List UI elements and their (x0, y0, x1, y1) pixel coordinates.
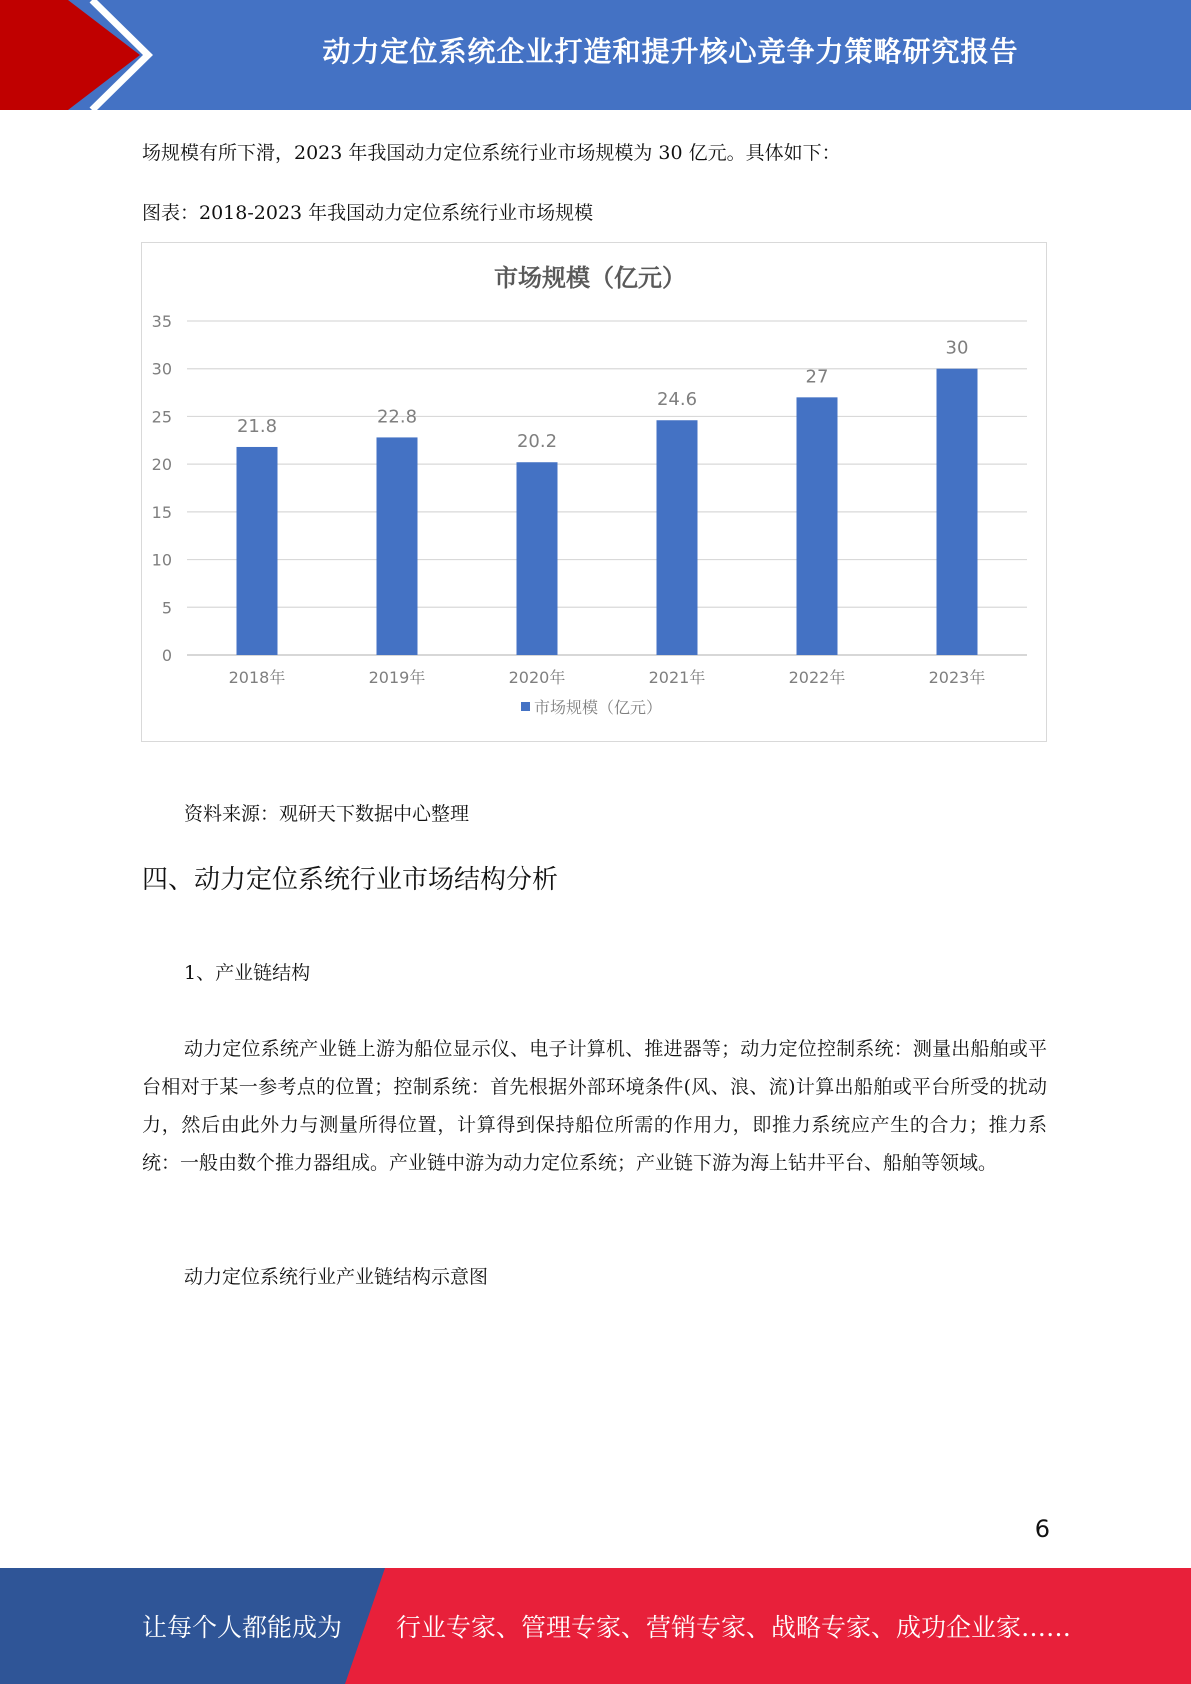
bar (517, 462, 558, 655)
chart-title: 市场规模（亿元） (494, 264, 686, 292)
intro-line: 场规模有所下滑，2023 年我国动力定位系统行业市场规模为 30 亿元。具体如下： (142, 142, 841, 164)
bar-chart-svg (142, 243, 1048, 743)
x-tick-label: 2021年 (648, 668, 706, 687)
y-tick-label: 5 (161, 598, 172, 618)
footer-slogan-left: 让每个人都能成为 (142, 1613, 343, 1642)
data-label: 24.6 (656, 389, 698, 411)
x-tick-label: 2022年 (788, 668, 846, 687)
y-tick-label: 25 (151, 407, 172, 427)
bar (657, 420, 698, 655)
page-number: 6 (1034, 1515, 1050, 1543)
industry-chain-paragraph: 动力定位系统产业链上游为船位显示仪、电子计算机、推进器等；动力定位控制系统：测量出船舶或平台相对于某一参考点的位置；控制系统：首先根据外部环境条件(风、浪、流)计算出船舶或平台所受的扰动力，然后由此外力与测量所得位置，计算得到保持船位所需的作用力，即推力系统应产生的合力；推力系统：一般由数个推力器组成。产业链中游为动力定位系统；产业链下游为海上钻井平台、船舶等领域。 (142, 1038, 1047, 1174)
sub-heading: 1、产业链结构 (184, 962, 311, 984)
bar (797, 397, 838, 655)
x-tick-label: 2023年 (928, 668, 986, 687)
y-tick-label: 15 (151, 502, 172, 522)
market-size-chart (141, 242, 1047, 742)
header-arrow-decoration (0, 0, 160, 110)
section-heading: 四、动力定位系统行业市场结构分析 (142, 865, 559, 895)
x-tick-label: 2018年 (228, 668, 286, 687)
x-tick-label: 2020年 (508, 668, 566, 687)
y-tick-label: 20 (151, 455, 172, 475)
bar (937, 369, 978, 655)
x-tick-label: 2019年 (368, 668, 426, 687)
chart-legend (521, 698, 662, 717)
legend-label: 市场规模（亿元） (534, 698, 663, 717)
data-label: 21.8 (236, 415, 278, 437)
y-tick-label: 30 (151, 359, 172, 379)
chart-caption: 图表：2018-2023 年我国动力定位系统行业市场规模 (142, 202, 594, 224)
y-tick-label: 10 (151, 550, 172, 570)
page-footer (0, 1568, 1191, 1684)
page-header (0, 0, 1191, 110)
footer-slogan-right: 行业专家、管理专家、营销专家、战略专家、成功企业家…… (396, 1613, 1072, 1642)
legend-swatch (521, 702, 530, 711)
data-label: 20.2 (516, 431, 558, 453)
diagram-caption: 动力定位系统行业产业链结构示意图 (184, 1266, 489, 1288)
header-red-chevron (0, 0, 140, 110)
data-source: 资料来源：观研天下数据中心整理 (184, 803, 470, 825)
report-title: 动力定位系统企业打造和提升核心竞争力策略研究报告 (322, 35, 1019, 68)
data-label: 22.8 (376, 406, 418, 428)
bar (237, 447, 278, 655)
y-tick-label: 35 (151, 312, 172, 331)
bar (377, 437, 418, 655)
y-tick-label: 0 (161, 646, 172, 665)
data-label: 27 (805, 366, 829, 388)
data-label: 30 (945, 337, 969, 359)
